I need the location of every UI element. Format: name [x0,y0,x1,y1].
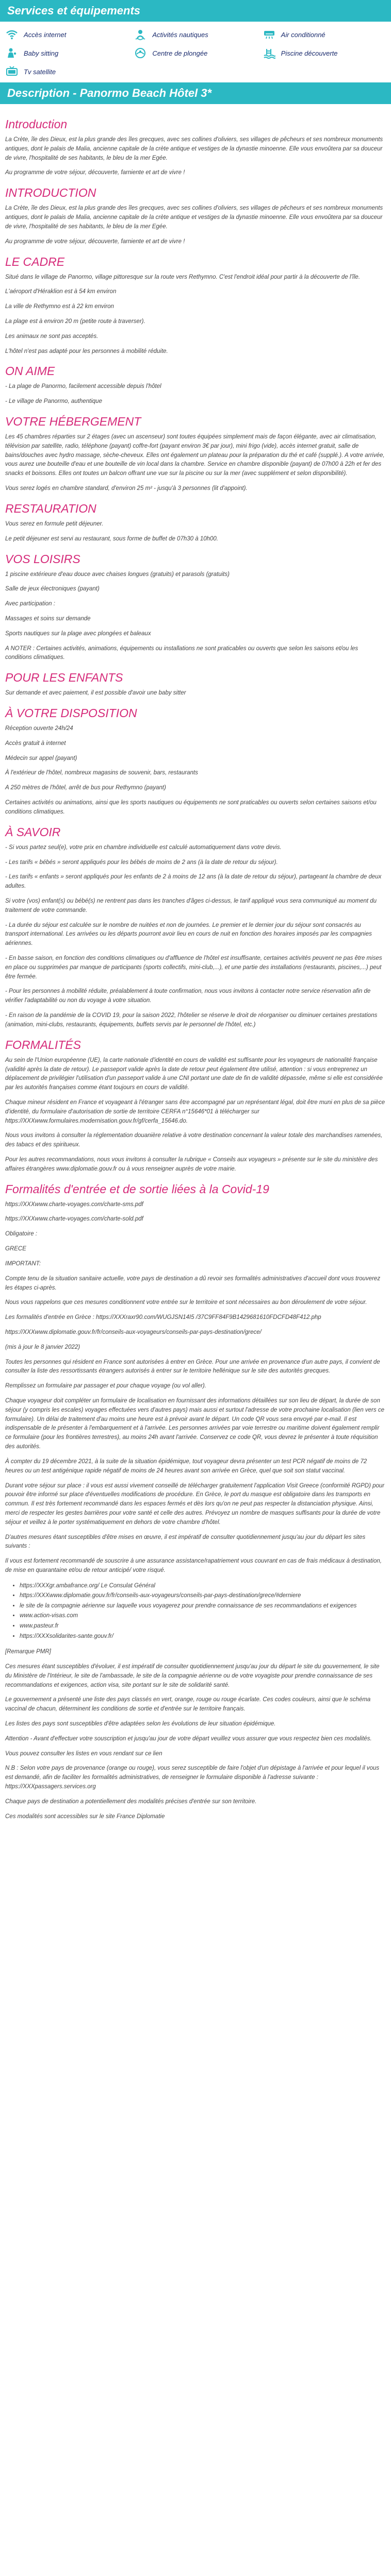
link-item[interactable]: • https://XXXgr.ambafrance.org/ Le Consulat Général [20,1581,386,1591]
section-heading: À SAVOIR [5,825,61,839]
section-heading: POUR LES ENFANTS [5,671,123,685]
service-tv [5,66,128,77]
paragraph: Salle de jeux électroniques (payant) [5,586,100,592]
section-heading: VOS LOISIRS [5,552,80,566]
paragraph: https://XXXwww.charte-voyages.com/charte-sold.pdf [5,1216,143,1223]
paragraph: La plage est à environ 20 m (petite route à traverser). [5,318,145,325]
paragraph: Nous vous rappelons que ces mesures conditionnent votre entrée sur le territoire et sont nécessaires au bon déroulement de votre séjour. [5,1299,367,1306]
paragraph: N.B : Selon votre pays de provenance (orange ou rouge), vous serez susceptible de faire l'objet d'un dépistage à l'arrivée et pour lequel il vous est demandé, afin de faciliter les formalités administratives, de renseigner le formulaire disponible à l'adresse suivante : https://XXXpassagers.services.org [5,1765,380,1790]
description-title: Description - Panormo Beach Hôtel 3* [0,82,391,104]
paragraph: Certaines activités ou animations, ainsi que les sports nautiques ou équipements ne sont praticables ou ouverts selon certaines saisons et/ou conditions climatiques. [5,800,377,815]
paragraph: Réception ouverte 24h/24 [5,725,73,732]
link-item[interactable]: • le site de la compagnie aérienne sur laquelle vous voyagerez pour prendre connaissance de ses recommandations et exigences [20,1601,386,1612]
service-activities [134,29,257,40]
link-list [5,1581,386,1641]
paragraph: Le petit déjeuner est servi au restaurant, sous forme de buffet de 07h30 à 10h00. [5,535,218,542]
service-label: Air conditionné [281,30,325,39]
link-item[interactable]: • www.pasteur.fr [20,1621,386,1632]
paragraph: Les listes des pays sont susceptibles d'être adaptées selon les évolutions de leur situation épidémique. [5,1720,276,1727]
section-heading: VOTRE HÉBERGEMENT [5,415,141,428]
link-item[interactable]: • https://XXXwww.diplomatie.gouv.fr/fr/conseils-aux-voyageurs/conseils-par-pays-destination/grece/#derniere [20,1591,386,1601]
service-label: Accès internet [24,30,67,39]
paragraph: Chaque voyageur doit compléter un formulaire de localisation en fournissant des informations détaillées sur son lieu de départ, la durée de son séjour (y compris les escales) voyages effectuées vers d'autres pays) mais aussi et surtout l'adresse de votre prochaine localisation (lien vers ce formulaire). Un délai de traitement d'au moins une heure est à prévoir avant le départ. Un code QR vous sera envoyé par e-mail. Il est indispensable de le présenter à l'embarquement et à l'arrivée. Les personnes arrivées par voie terrestre ou maritime doivent également remplir ce formulaire (pour les frontières terrestres), au moins 24h avant l'arrivée. Conservez ce code QR, vous devrez le présenter à toute réquisition des autorités. [5,1398,384,1450]
paragraph: Médecin sur appel (payant) [5,755,77,761]
service-label: Centre de plongée [152,49,208,57]
paragraph: Massages et soins sur demande [5,615,91,622]
paragraph: Ces modalités sont accessibles sur le site France Diplomatie [5,1813,165,1820]
link-item[interactable]: • www.action-visas.com [20,1611,386,1621]
paragraph: La ville de Rethymno est à 22 km environ [5,303,114,310]
paragraph: - Pour les personnes à mobilité réduite, préalablement à toute confirmation, nous vous invitons à contacter notre service réservation afin de vérifier l'adaptabilité ou non du voyage à votre situation. [5,988,371,1004]
services-section [0,0,391,82]
paragraph: - La durée du séjour est calculée sur le nombre de nuitées et non de journées. Le premier et le dernier jour du séjour sont consacrés au transport international. Les arrivées ou les départs pourront avoir lieu en cours de nuit en fonction des horaires imposés par les compagnies aériennes. [5,922,372,947]
activities-icon [134,29,147,40]
paragraph: Obligatoire : [5,1231,38,1238]
aircon-icon [263,29,276,40]
paragraph: À l'extérieur de l'hôtel, nombreux magasins de souvenir, bars, restaurants [5,770,198,776]
paragraph: - Les tarifs « bébés » seront appliqués pour les bébés de moins de 2 ans (à la date de retour du séjour). [5,859,278,866]
service-babysitting [5,47,128,59]
section-heading: ON AIME [5,364,55,378]
paragraph: - En raison de la pandémie de la COVID 19, pour la saison 2022, l'hôtelier se réserve le droit de réorganiser ou diminuer certaines prestations (animation, mini-clubs, restaurants, équipements, buffets servis par le personnel de l'hôtel, etc.) [5,1012,378,1028]
paragraph: Compte tenu de la situation sanitaire actuelle, votre pays de destination a dû revoir ses formalités administratives d'accueil dont vous trouverez les étapes ci-après. [5,1275,381,1291]
paragraph: Ces mesures étant susceptibles d'évoluer, il est impératif de consulter quotidiennement jusqu'au jour du départ le site du gouvernement, le site du Ministère de l'Intérieur, le site de l'ambassade, le site de la compagnie aérienne ou de votre voyagiste pour prendre connaissance de ses recommandations et exigences, action visa, site portant sur le site de solidarité santé. [5,1663,380,1688]
wifi-icon [5,29,19,40]
paragraph: D'autres mesures étant susceptibles d'être mises en œuvre, il est impératif de consulter quotidiennement jusqu'au jour du départ les sites suivants : [5,1534,366,1550]
paragraph: Les 45 chambres réparties sur 2 étages (avec un ascenseur) sont toutes équipées simplement mais de façon élégante, avec air climatisation, télévision par satellite, radio, téléphone (payant) coffre-fort (payant environ 3€ par jour), mini frigo (vide), accès internet gratuit, salle de bains/douches avec hydro massage, sèche-cheveux. Elles ont également un plateau pour la préparation du thé et café (supplé.). A votre arrivée, vous aurez une bouteille d'eau et une bouteille de vin local dans la chambre. Service en chambre disponible (payant) de 07h00 à 22h et fer des snacks et boissons. Elles ont toutes un balcon offrant une vue sur la piscine ou sur la mer (avec supplément et selon disponibilité). [5,434,385,477]
section-heading: RESTAURATION [5,501,96,515]
paragraph: 1 piscine extérieure d'eau douce avec chaises longues (gratuits) et parasols (gratuits) [5,571,230,578]
paragraph: Si votre (vos) enfant(s) ou bébé(s) ne rentrent pas dans les tranches d'âges ci-dessus, le tarif appliqué vous sera communiqué au moment du traitement de votre commande. [5,897,377,913]
paragraph: - Si vous partez seul(e), votre prix en chambre individuelle est calculé automatiquement dans votre devis. [5,844,282,851]
paragraph: Attention - Avant d'effectuer votre souscription et jusqu'au jour de votre départ veuillez vous assurer que vous respectez bien ces modalités. [5,1735,372,1742]
paragraph: À compter du 19 décembre 2021, à la suite de la situation épidémique, tout voyageur devra présenter un test PCR négatif de moins de 72 heures ou un test antigénique rapide négatif de moins de 24 heures avant son arrivée en Grèce, quel que soit son statut vaccinal. [5,1458,367,1474]
paragraph: L'hôtel n'est pas adapté pour les personnes à mobilité réduite. [5,348,168,354]
services-title: Services et équipements [0,0,391,22]
section-heading: FORMALITÉS [5,1038,81,1052]
paragraph: https://XXXwww.charte-voyages.com/charte-sms.pdf [5,1201,143,1208]
paragraph: Les animaux ne sont pas acceptés. [5,333,99,340]
paragraph: - Le village de Panormo, authentique [5,398,102,405]
paragraph: Au programme de votre séjour, découverte, farniente et art de vivre ! [5,170,185,176]
section-heading: À VOTRE DISPOSITION [5,706,137,720]
service-internet [5,29,128,40]
paragraph: A NOTER : Certaines activités, animations, équipements ou installations ne sont praticables ou ouverts que selon les saisons et/ou les conditions climatiques. [5,645,359,661]
description-section [0,82,391,1842]
paragraph: Vous serez en formule petit déjeuner. [5,520,104,527]
paragraph: - La plage de Panormo, facilement accessible depuis l'hôtel [5,383,161,390]
paragraph: Vous pouvez consulter les listes en vous rendant sur ce lien [5,1750,162,1757]
paragraph: https://XXXwww.diplomatie.gouv.fr/fr/conseils-aux-voyageurs/conseils-par-pays-destination/grece/ [5,1329,262,1335]
service-label: Baby sitting [24,49,59,57]
paragraph: Le gouvernement a présenté une liste des pays classés en vert, orange, rouge ou rouge écarlate. Ces codes couleurs, ainsi que le schéma vaccinal de chacun, déterminent les conditions de sortie et d'entrée sur le territoire français. [5,1697,371,1713]
service-pool [263,47,386,59]
paragraph: Chaque mineur résident en France et voyageant à l'étranger sans être accompagné par un représentant légal, doit être muni en plus de sa pièce d'identité, du formulaire d'autorisation de sortie de territoire CERFA n°15646*01 à télécharger sur https://XXXwww.formulaires.modernisation.gouv.fr/gf/cerfa_15646.do. [5,1099,385,1124]
paragraph: Situé dans le village de Panormo, village pittoresque sur la route vers Rethymno. C'est l'endroit idéal pour partir à la découverte de l'île. [5,274,361,280]
paragraph: Vous serez logés en chambre standard, d'environ 25 m² - jusqu'à 3 personnes (lit d'appoint). [5,485,248,492]
section-heading: LE CADRE [5,255,65,268]
paragraph: Au sein de l'Union européenne (UE), la carte nationale d'identité en cours de validité est suffisante pour les voyageurs de nationalité française (validité après la date de retour). Le passeport valide après la date de retour peut également être utilisé, attention : si vous entreprenez un déplacement de privilégier l'utilisation d'un passeport valide à une CNI portant une date de fin de validité dépassée, même si elle est considérée par les autorités françaises comme étant toujours en cours de validité. [5,1057,383,1091]
paragraph: La Crète, île des Dieux, est la plus grande des îles grecques, avec ses collines d'oliviers, ses villages de pêcheurs et ses nombreux monuments antiques, dont le palais de Malia, ancienne capitale de la crète antique et vestiges de la dynastie minoenne. Elle vous envoûtera par sa douceur de vivre, l'hospitalité de ses habitants, le bleu de la mer Egée. [5,137,383,161]
paragraph: IMPORTANT: [5,1260,41,1267]
pool-icon [263,47,276,59]
paragraph: Accès gratuit à internet [5,740,66,747]
paragraph: Chaque pays de destination a potentiellement des modalités précises d'entrée sur son territoire. [5,1798,257,1805]
service-label: Activités nautiques [152,30,208,39]
paragraph: Sur demande et avec paiement, il est possible d'avoir une baby sitter [5,690,186,697]
paragraph: Durant votre séjour sur place : il vous est aussi vivement conseillé de télécharger gratuitement l'application Visit Greece (conformité RGPD) pour pouvoir être informé sur place d'éventuelles modifications de procédure. En Grèce, le port du masque est obligatoire dans les transports en commun. Il est très fortement recommandé dans les espaces fermés et dès lors qu'on ne peut pas respecter la distanciation physique. Ainsi, merci de respecter les gestes barrières pour votre santé et celle des autres. Prévoyez un nombre de masques suffisants pour la durée de votre séjour et veillez à le porter systématiquement en dehors de votre chambre d'hôtel. [5,1482,385,1526]
services-grid [0,22,391,82]
section-heading: Introduction [5,117,68,131]
paragraph: GRECE [5,1246,26,1252]
section-heading: INTRODUCTION [5,186,96,200]
paragraph: [Remarque PMR] [5,1649,51,1655]
paragraph: (mis à jour le 8 janvier 2022) [5,1344,80,1350]
tv-icon [5,66,19,77]
service-diving [134,47,257,59]
paragraph: Pour les autres recommandations, nous vous invitons à consulter la rubrique « Conseils aux voyageurs » présente sur le site du ministère des affaires étrangères www.diplomatie.gouv.fr ou à vous renseigner auprès de votre mairie. [5,1157,378,1172]
description-content [0,104,391,1842]
service-aircon [263,29,386,40]
link-item[interactable]: • https://XXXsolidarites-sante.gouv.fr/ [20,1632,386,1642]
paragraph: Il vous est fortement recommandé de souscrire à une assurance assistance/rapatriement vous couvrant en cas de frais médicaux à destination, de mise en quarantaine et/ou de retour anticipé/ votre risqué. [5,1558,382,1573]
paragraph: Nous vous invitons à consulter la réglementation douanière relative à votre destination concernant la valeur totale des marchandises ramenées, des tabacs et des spiritueux. [5,1132,383,1148]
service-label: Piscine découverte [281,49,338,57]
paragraph: Remplissez un formulaire par passager et pour chaque voyage (ou vol aller). [5,1383,206,1389]
section-heading: Formalités d'entrée et de sortie liées à la Covid-19 [5,1182,269,1196]
paragraph: L'aéroport d'Héraklion est à 54 km environ [5,289,117,295]
paragraph: Sports nautiques sur la plage avec plongées et baleaux [5,630,151,637]
dive-icon [134,47,147,59]
paragraph: Avec participation : [5,601,55,607]
paragraph: Toutes les personnes qui résident en France sont autorisées à entrer en Grèce. Pour une arrivée en provenance d'un autre pays, il convient de consulter la liste des ressortissants étrangers autorisés à entrer sur le territoire hellénique sur le site des autorités grecques. [5,1359,380,1375]
baby-icon [5,47,19,59]
paragraph: Au programme de votre séjour, découverte, farniente et art de vivre ! [5,238,185,245]
paragraph: A 250 mètres de l'hôtel, arrêt de bus pour Rethymno (payant) [5,785,166,791]
paragraph: - Les tarifs « enfants » seront appliqués pour les enfants de 2 à moins de 12 ans (à la date de retour du séjour), partageant la chambre de deux adultes. [5,874,382,890]
paragraph: La Crète, île des Dieux, est la plus grande des îles grecques, avec ses collines d'oliviers, ses villages de pêcheurs et ses nombreux monuments antiques, dont le palais de Malia, ancienne capitale de la crète antique et vestiges de la dynastie minoenne. Elle vous envoûtera par sa douceur de vivre, l'hospitalité de ses habitants, le bleu de la mer Egée. [5,205,383,230]
paragraph: Les formalités d'entrée en Grèce : https://XXXraxr90.com/WUGJSN14I5 /37C9FF84F9B1429681610FDCFD48F412.php [5,1314,321,1321]
service-label: Tv satellite [24,67,56,76]
paragraph: - En basse saison, en fonction des conditions climatiques ou d'affluence de l'hôtel est insuffisante, certaines activités peuvent ne pas être mises en place ou supprimées par manque de participants (sports collectifs, mini-club,...), et une partie des installations (restaurants, piscines,...) peut être fermée. [5,955,382,980]
